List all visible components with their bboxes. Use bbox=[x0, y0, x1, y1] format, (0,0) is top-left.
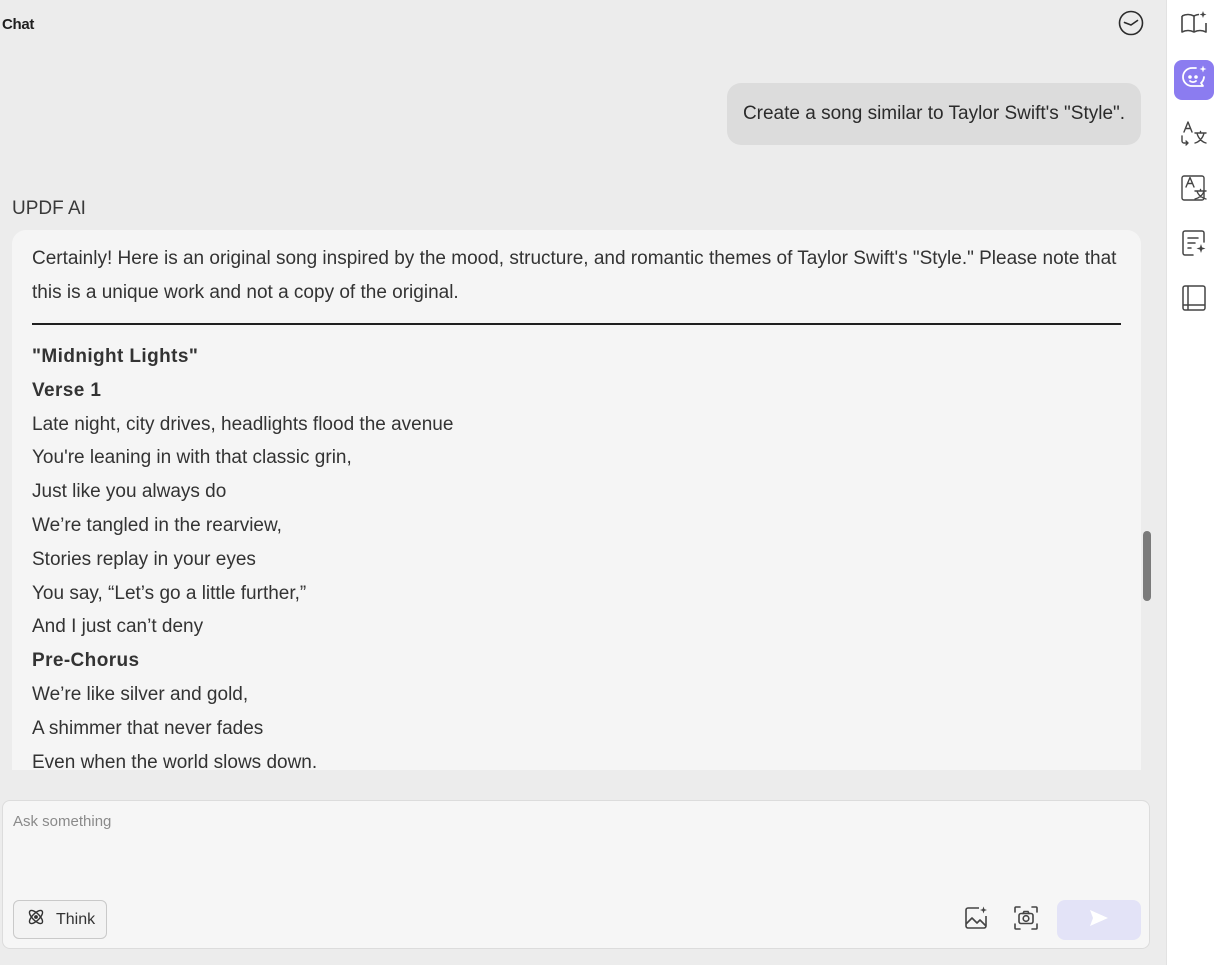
user-message-text: Create a song similar to Taylor Swift's "Style". bbox=[742, 103, 1126, 124]
song-title: "Midnight Lights" bbox=[32, 346, 199, 367]
ai-chat-icon bbox=[1179, 63, 1209, 98]
sidebar-item-translate[interactable] bbox=[1174, 115, 1214, 155]
upload-image-button[interactable] bbox=[961, 905, 991, 935]
ai-response-card bbox=[12, 230, 1141, 770]
ai-intro-text: Certainly! Here is an original song inspired by the mood, structure, and romantic themes of Taylor Swift's "Style." Please note that this is a unique work and not a copy of the original. bbox=[32, 248, 1117, 303]
page-title: Chat bbox=[2, 16, 35, 33]
image-sparkle-icon bbox=[963, 905, 989, 936]
lyric-line: Even when the world slows down. bbox=[32, 751, 318, 770]
sidebar-item-ai-chat[interactable] bbox=[1174, 60, 1214, 100]
screenshot-button[interactable] bbox=[1011, 905, 1041, 935]
lyric-line: You say, “Let’s go a little further,” bbox=[32, 582, 307, 604]
translate-icon bbox=[1179, 118, 1209, 153]
book-icon bbox=[1179, 283, 1209, 318]
prechorus-heading: Pre-Chorus bbox=[32, 650, 140, 672]
book-sparkle-icon bbox=[1179, 8, 1209, 43]
sidebar-item-translate-doc[interactable] bbox=[1174, 170, 1214, 210]
atom-icon bbox=[26, 907, 46, 932]
lyric-line: We’re like silver and gold, bbox=[32, 683, 249, 705]
camera-icon bbox=[1012, 904, 1040, 937]
lyric-line: You're leaning in with that classic grin, bbox=[32, 447, 352, 469]
think-button[interactable] bbox=[13, 900, 107, 939]
chat-input[interactable] bbox=[13, 813, 1113, 830]
lyric-line: We’re tangled in the rearview, bbox=[32, 514, 282, 536]
send-icon bbox=[1089, 909, 1109, 932]
summarize-icon bbox=[1179, 228, 1209, 263]
sidebar-item-book-sparkle[interactable] bbox=[1174, 5, 1214, 45]
send-button[interactable] bbox=[1057, 900, 1141, 940]
song-content bbox=[32, 340, 1122, 770]
user-message-bubble bbox=[727, 83, 1141, 145]
history-button[interactable] bbox=[1117, 11, 1145, 39]
divider bbox=[32, 323, 1121, 325]
chat-scrollbar[interactable] bbox=[1143, 531, 1151, 601]
right-sidebar bbox=[1166, 0, 1223, 965]
sidebar-item-summarize[interactable] bbox=[1174, 225, 1214, 265]
lyric-line: Just like you always do bbox=[32, 481, 227, 503]
verse-heading: Verse 1 bbox=[32, 379, 102, 401]
lyric-line: A shimmer that never fades bbox=[32, 717, 264, 739]
translate-doc-icon bbox=[1179, 173, 1209, 208]
sidebar-item-book[interactable] bbox=[1174, 280, 1214, 320]
chat-input-box bbox=[2, 800, 1150, 949]
ai-sender-label: UPDF AI bbox=[12, 198, 86, 219]
clock-icon bbox=[1118, 10, 1144, 41]
lyric-line: And I just can’t deny bbox=[32, 616, 204, 638]
lyric-line: Late night, city drives, headlights flood the avenue bbox=[32, 413, 454, 435]
think-label: Think bbox=[56, 910, 96, 928]
lyric-line: Stories replay in your eyes bbox=[32, 548, 256, 570]
